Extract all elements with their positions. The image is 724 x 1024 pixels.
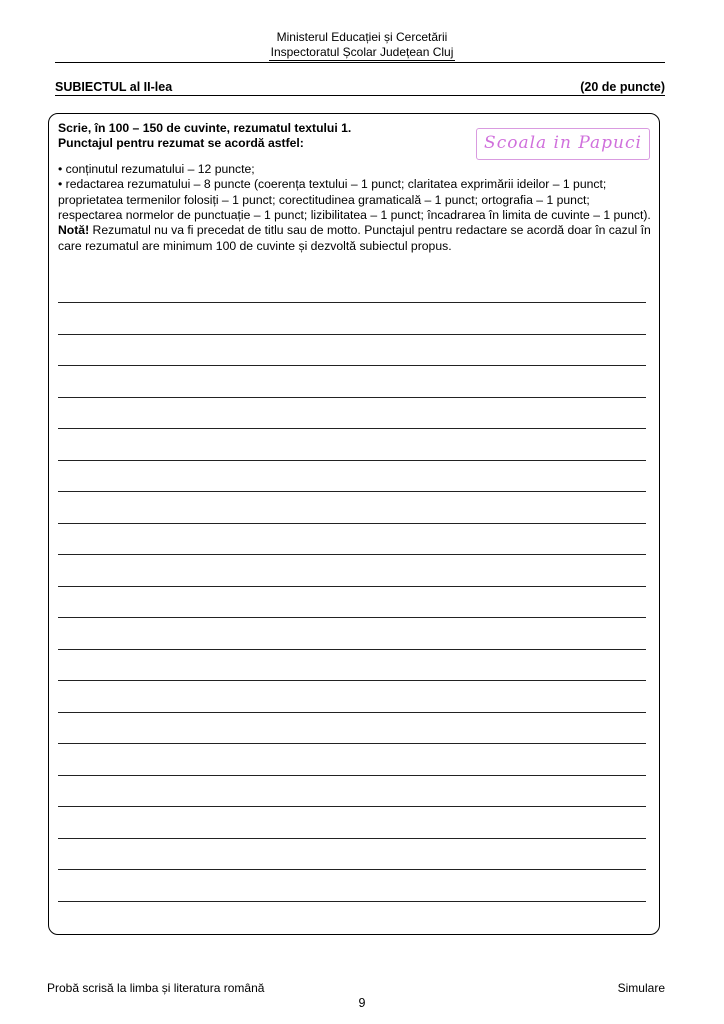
answer-line <box>58 460 646 461</box>
task-instruction: Scrie, în 100 – 150 de cuvinte, rezumatul textului 1. <box>58 121 352 135</box>
subject-title: SUBIECTUL al II-lea <box>55 80 173 94</box>
answer-line <box>58 523 646 524</box>
task-content <box>58 121 654 254</box>
document-header <box>0 30 724 61</box>
answer-line <box>58 302 646 303</box>
answer-line <box>58 365 646 366</box>
answer-line <box>58 901 646 902</box>
answer-line <box>58 554 646 555</box>
answer-line <box>58 586 646 587</box>
page-number: 9 <box>358 996 366 1010</box>
answer-line <box>58 869 646 870</box>
answer-line <box>58 397 646 398</box>
scoring-bullet-writing: • redactarea rezumatului – 8 puncte (coerența textului – 1 punct; claritatea exprimării ideilor – 1 punct; proprietatea termenilor folosiți – 1 punct; corectitudinea gramaticală – 1 punct; ortografia – 1 punct; respectarea normelor de punctuație – 1 punct; lizibilitatea – 1 punct; încadrarea în limita de cuvinte – 1 punct). <box>58 177 651 223</box>
header-rule <box>55 62 665 63</box>
answer-line <box>58 838 646 839</box>
inspectorate-name: Inspectoratul Școlar Județean Cluj <box>270 45 454 59</box>
answer-line <box>58 743 646 744</box>
answer-line <box>58 491 646 492</box>
subject-points: (20 de puncte) <box>580 80 665 94</box>
answer-line <box>58 649 646 650</box>
answer-line <box>58 428 646 429</box>
answer-line <box>58 334 646 335</box>
ministry-name: Ministerul Educației și Cercetării <box>276 30 448 44</box>
answer-line <box>58 617 646 618</box>
answer-line <box>58 680 646 681</box>
subject-heading <box>55 79 665 96</box>
note-label: Notă! <box>58 223 90 238</box>
answer-line <box>58 775 646 776</box>
task-note <box>58 223 654 254</box>
note-text: Rezumatul nu va fi precedat de titlu sau de motto. Punctajul pentru redactare se acordă doar în cazul în care rezumatul are minimum 100 de cuvinte și dezvoltă subiectul propus. <box>58 223 651 253</box>
scoring-bullet-content: • conținutul rezumatului – 12 puncte; <box>58 161 255 176</box>
footer-exam: Probă scrisă la limba și literatura română <box>47 981 265 995</box>
scoring-intro: Punctajul pentru rezumat se acordă astfel: <box>58 136 304 151</box>
answer-line <box>58 806 646 807</box>
answer-line <box>58 712 646 713</box>
footer-session: Simulare <box>617 981 665 995</box>
watermark-stamp: Scoala in Papuci <box>476 128 650 160</box>
